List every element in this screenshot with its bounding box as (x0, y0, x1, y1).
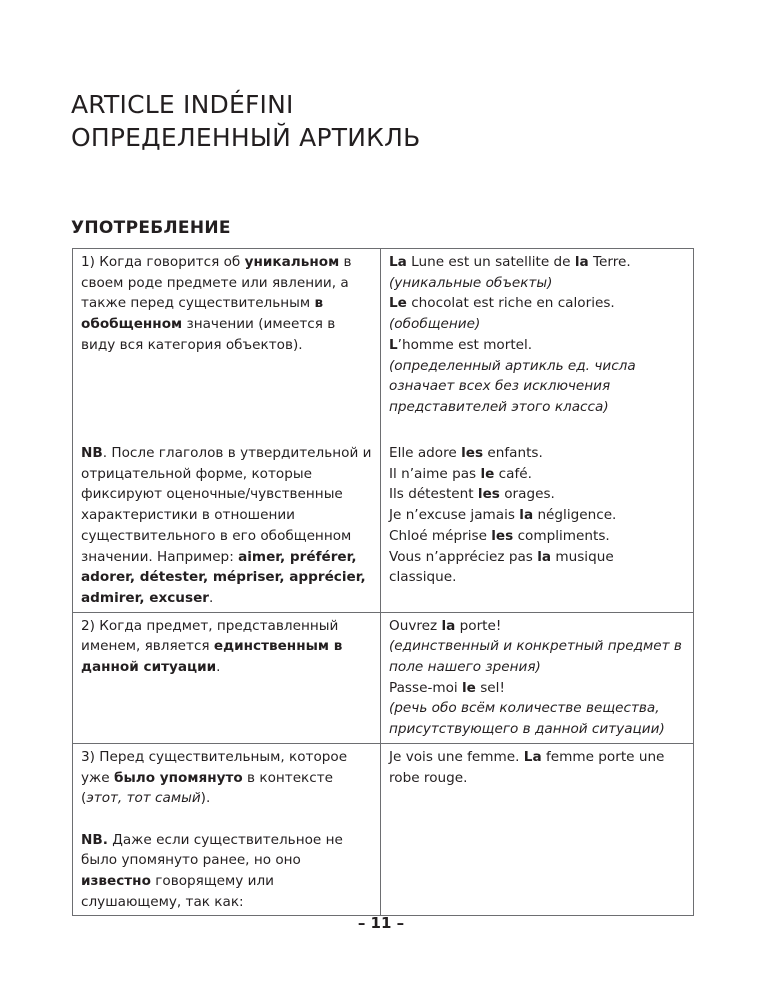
example-cell (381, 249, 694, 441)
rule-cell (73, 249, 381, 441)
rule-cell (73, 440, 381, 612)
cell-paragraph: (единственный и конкретный предмет в поле нашего зрения) (389, 638, 682, 676)
usage-table (72, 248, 694, 916)
cell-paragraph: Le chocolat est riche en calories. (обобщение) (389, 295, 615, 333)
cell-paragraph: (уникальные объекты) (389, 274, 553, 291)
page-title (71, 88, 420, 154)
cell-paragraph: Je vois une femme. La femme porte une robe rouge. (389, 748, 665, 786)
table-row (73, 743, 694, 916)
title-russian: ОПРЕДЕЛЕННЫЙ АРТИКЛЬ (71, 123, 421, 152)
example-cell (381, 440, 694, 612)
cell-paragraph: 2) Когда предмет, представленный именем, является единственным в данной ситуации. (81, 617, 343, 676)
cell-paragraph: 1) Когда говорится об уникальном в своем роде предмете или явлении, а также перед существительным в обобщенном значении (имеется в виду вся категория объектов). (81, 254, 352, 353)
cell-paragraph: Il n’aime pas le café. (389, 465, 532, 482)
title-french: ARTICLE INDÉFINI (71, 90, 294, 119)
example-cell (381, 612, 694, 743)
cell-paragraph: Ils détestent les orages. (389, 486, 555, 503)
section-heading: УПОТРЕБЛЕНИЕ (71, 218, 231, 238)
cell-paragraph: Je n’excuse jamais la négligence. (389, 507, 617, 524)
cell-paragraph: Vous n’appréciez pas la musique classique. (389, 548, 614, 586)
cell-paragraph: Ouvrez la porte! (389, 617, 502, 634)
cell-paragraph: Elle adore les enfants. (389, 445, 543, 461)
cell-paragraph: Passe-moi le sel! (389, 679, 505, 696)
cell-paragraph (81, 809, 372, 830)
cell-paragraph: NB. После глаголов в утвердительной и отрицательной форме, которые фиксируют оценочные/чувственные характеристики в отношении существительного в его обобщенном значении. Например: aimer, préférer, adorer, détester, mépriser, apprécier, admirer, excuser. (81, 445, 372, 606)
table-row (73, 440, 694, 612)
example-cell (381, 743, 694, 916)
cell-paragraph: L’homme est mortel. (389, 336, 533, 353)
cell-paragraph: Chloé méprise les compliments. (389, 527, 610, 544)
rule-cell (73, 612, 381, 743)
table-row (73, 249, 694, 441)
cell-paragraph: NB. Даже если существительное не было упомянуто ранее, но оно известно говорящему или слушающему, так как: (81, 831, 343, 910)
cell-paragraph: La Lune est un satellite de la Terre. (389, 254, 631, 270)
cell-paragraph: (речь обо всём количестве вещества, присутствующего в данной ситуации) (389, 700, 665, 738)
table-row (73, 612, 694, 743)
cell-paragraph: 3) Перед существительным, которое уже было упомянуто в контексте (этот, тот самый). (81, 748, 348, 807)
page-number: – 11 – (357, 914, 405, 932)
cell-paragraph: (определенный артикль ед. числа означает всех без исключения представителей этого класса) (389, 357, 636, 415)
rule-cell (73, 743, 381, 916)
